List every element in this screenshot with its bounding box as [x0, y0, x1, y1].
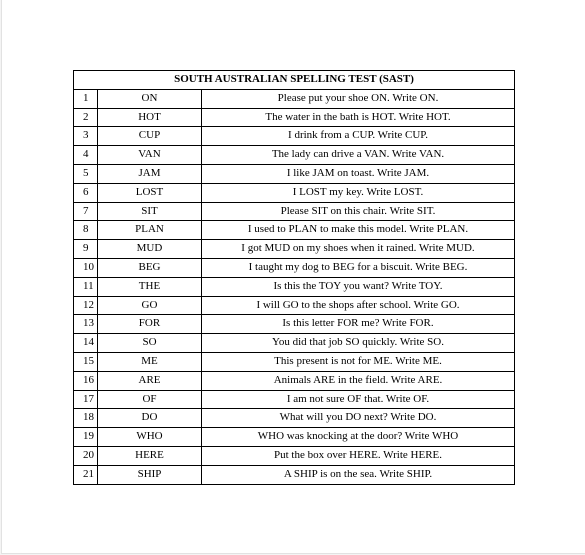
example-sentence: Is this letter FOR me? Write FOR. — [202, 315, 515, 334]
spelling-word: HERE — [98, 446, 202, 465]
row-number: 9 — [74, 240, 98, 259]
example-sentence: The water in the bath is HOT. Write HOT. — [202, 108, 515, 127]
table-row — [74, 146, 515, 165]
row-number: 10 — [74, 258, 98, 277]
row-number: 20 — [74, 446, 98, 465]
spelling-word: OF — [98, 390, 202, 409]
table-body — [74, 89, 515, 484]
spelling-word: SHIP — [98, 465, 202, 484]
example-sentence: I drink from a CUP. Write CUP. — [202, 127, 515, 146]
spelling-word: JAM — [98, 164, 202, 183]
row-number: 16 — [74, 371, 98, 390]
row-number: 12 — [74, 296, 98, 315]
table-row — [74, 334, 515, 353]
table-row — [74, 446, 515, 465]
row-number: 5 — [74, 164, 98, 183]
table-row — [74, 277, 515, 296]
example-sentence: I am not sure OF that. Write OF. — [202, 390, 515, 409]
table-row — [74, 258, 515, 277]
row-number: 13 — [74, 315, 98, 334]
row-number: 7 — [74, 202, 98, 221]
example-sentence: Please SIT on this chair. Write SIT. — [202, 202, 515, 221]
table-row — [74, 127, 515, 146]
table-row — [74, 390, 515, 409]
table-row — [74, 428, 515, 447]
example-sentence: Animals ARE in the field. Write ARE. — [202, 371, 515, 390]
example-sentence: You did that job SO quickly. Write SO. — [202, 334, 515, 353]
example-sentence: I got MUD on my shoes when it rained. Write MUD. — [202, 240, 515, 259]
table-row — [74, 296, 515, 315]
row-number: 14 — [74, 334, 98, 353]
table-row — [74, 352, 515, 371]
table-title: SOUTH AUSTRALIAN SPELLING TEST (SAST) — [74, 71, 515, 90]
spelling-word: ON — [98, 89, 202, 108]
spelling-word: VAN — [98, 146, 202, 165]
example-sentence: I LOST my key. Write LOST. — [202, 183, 515, 202]
spelling-word: THE — [98, 277, 202, 296]
table-title-row — [74, 71, 515, 90]
example-sentence: WHO was knocking at the door? Write WHO — [202, 428, 515, 447]
spelling-word: ME — [98, 352, 202, 371]
table-row — [74, 315, 515, 334]
table-row — [74, 108, 515, 127]
row-number: 4 — [74, 146, 98, 165]
spelling-word: SIT — [98, 202, 202, 221]
row-number: 11 — [74, 277, 98, 296]
row-number: 21 — [74, 465, 98, 484]
row-number: 8 — [74, 221, 98, 240]
table-row — [74, 371, 515, 390]
table-row — [74, 183, 515, 202]
table-row — [74, 409, 515, 428]
example-sentence: What will you DO next? Write DO. — [202, 409, 515, 428]
spelling-word: WHO — [98, 428, 202, 447]
table-row — [74, 89, 515, 108]
example-sentence: Please put your shoe ON. Write ON. — [202, 89, 515, 108]
row-number: 19 — [74, 428, 98, 447]
spelling-word: CUP — [98, 127, 202, 146]
example-sentence: I like JAM on toast. Write JAM. — [202, 164, 515, 183]
row-number: 15 — [74, 352, 98, 371]
example-sentence: I used to PLAN to make this model. Write PLAN. — [202, 221, 515, 240]
table-row — [74, 164, 515, 183]
example-sentence: A SHIP is on the sea. Write SHIP. — [202, 465, 515, 484]
example-sentence: Put the box over HERE. Write HERE. — [202, 446, 515, 465]
row-number: 1 — [74, 89, 98, 108]
spelling-word: HOT — [98, 108, 202, 127]
spelling-word: PLAN — [98, 221, 202, 240]
spelling-word: GO — [98, 296, 202, 315]
row-number: 18 — [74, 409, 98, 428]
table-row — [74, 202, 515, 221]
spelling-word: LOST — [98, 183, 202, 202]
spelling-word: DO — [98, 409, 202, 428]
spelling-word: ARE — [98, 371, 202, 390]
example-sentence: I taught my dog to BEG for a biscuit. Write BEG. — [202, 258, 515, 277]
row-number: 6 — [74, 183, 98, 202]
example-sentence: This present is not for ME. Write ME. — [202, 352, 515, 371]
table-row — [74, 221, 515, 240]
row-number: 17 — [74, 390, 98, 409]
table-row — [74, 465, 515, 484]
example-sentence: I will GO to the shops after school. Write GO. — [202, 296, 515, 315]
spelling-word: MUD — [98, 240, 202, 259]
row-number: 2 — [74, 108, 98, 127]
row-number: 3 — [74, 127, 98, 146]
spelling-word: SO — [98, 334, 202, 353]
document-page — [1, 0, 585, 554]
table-row — [74, 240, 515, 259]
example-sentence: The lady can drive a VAN. Write VAN. — [202, 146, 515, 165]
spelling-word: BEG — [98, 258, 202, 277]
spelling-test-table — [73, 70, 515, 485]
spelling-word: FOR — [98, 315, 202, 334]
example-sentence: Is this the TOY you want? Write TOY. — [202, 277, 515, 296]
